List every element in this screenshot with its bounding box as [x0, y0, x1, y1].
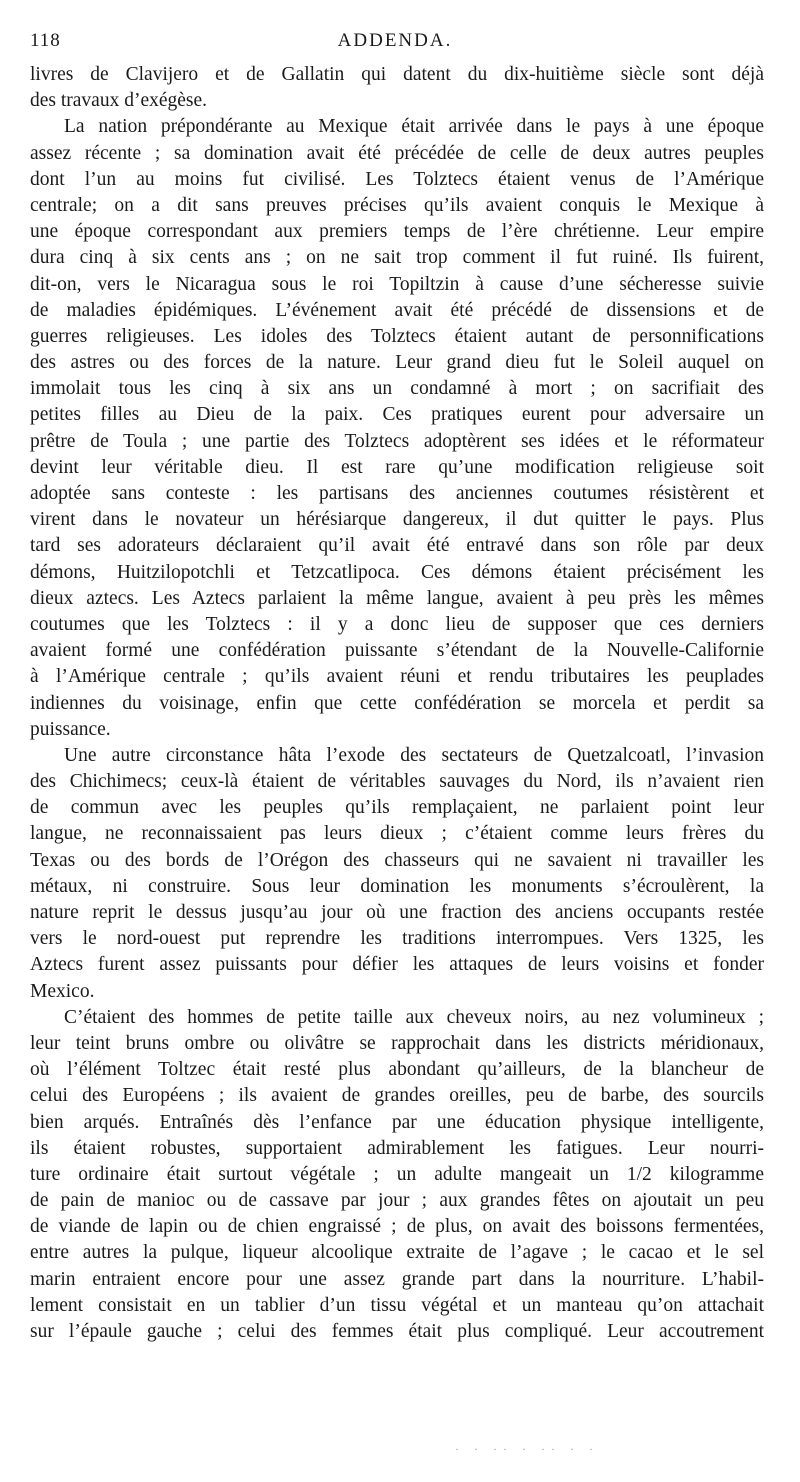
text-line: leur teint bruns ombre ou olivâtre se rapprochait dans les districts méridionaux,	[30, 1032, 764, 1054]
text-line: Mexico.	[30, 980, 95, 1002]
text-line: avaient formé une confédération puissante s’étendant de la Nouvelle-Californie	[30, 640, 764, 662]
text-line: entre autres la pulque, liqueur alcoolique extraite de l’agave ; le cacao et le sel	[30, 1242, 764, 1264]
running-head	[30, 30, 760, 58]
text-line: celui des Européens ; ils avaient de grandes oreilles, peu de barbe, des sourcils	[30, 1085, 764, 1107]
running-title: ADDENDA.	[337, 30, 453, 51]
text-line: des travaux d’exégèse.	[30, 90, 208, 112]
text-line: Une autre circonstance hâta l’exode des sectateurs de Quetzalcoatl, l’invasion	[64, 744, 764, 766]
text-line: puissance.	[30, 718, 111, 740]
text-line: assez récente ; sa domination avait été précédée de celle de deux autres peuples	[30, 142, 764, 164]
text-line: indiennes du voisinage, enfin que cette confédération se morcela et perdit sa	[30, 692, 764, 714]
text-line: métaux, ni construire. Sous leur domination les monuments s’écroulèrent, la	[30, 875, 764, 897]
paragraph	[30, 114, 764, 743]
text-line: guerres religieuses. Les idoles des Tolztecs étaient autant de personnifications	[30, 325, 764, 347]
text-line: coutumes que les Tolztecs : il y a donc lieu de supposer que ces derniers	[30, 613, 764, 635]
text-line: des astres ou des forces de la nature. Leur grand dieu fut le Soleil auquel on	[30, 352, 764, 374]
text-line: dieux aztecs. Les Aztecs parlaient la même langue, avaient à peu près les mêmes	[30, 587, 764, 609]
text-line: C’étaient des hommes de petite taille aux cheveux noirs, au nez volumineux ;	[64, 1006, 764, 1028]
text-line: sur l’épaule gauche ; celui des femmes était plus compliqué. Leur accoutrement	[30, 1321, 764, 1342]
text-line: marin entraient encore pour une assez grande part dans la nourriture. L’habil-	[30, 1268, 764, 1290]
text-line: centrale; on a dit sans preuves précises qu’ils avaient conquis le Mexique à	[30, 194, 764, 216]
paragraph	[30, 62, 764, 114]
text-line: ils étaient robustes, supportaient admirablement les fatigues. Leur nourri-	[30, 1137, 764, 1159]
body-text	[30, 62, 764, 1345]
text-line: petites filles au Dieu de la paix. Ces pratiques eurent pour adversaire un	[30, 404, 764, 426]
text-line: La nation prépondérante au Mexique était arrivée dans le pays à une époque	[64, 116, 764, 138]
text-line: nature reprit le dessus jusqu’au jour où une fraction des anciens occupants restée	[30, 902, 764, 923]
page-number: 118	[30, 30, 61, 51]
text-line: dont l’un au moins fut civilisé. Les Tolztecs étaient venus de l’Amérique	[30, 168, 764, 190]
text-line: des Chichimecs; ceux-là étaient de véritables sauvages du Nord, ils n’avaient rien	[30, 771, 764, 793]
paragraph	[30, 1005, 764, 1345]
text-line: dura cinq à six cents ans ; on ne sait trop comment il fut ruiné. Ils fuirent,	[30, 247, 764, 269]
text-line: immolait tous les cinq à six ans un condamné à mort ; on sacrifiait des	[30, 378, 764, 400]
text-line: de viande de lapin ou de chien engraissé ; de plus, on avait des boissons fermentées,	[30, 1216, 764, 1238]
text-line: virent dans le novateur un hérésiarque dangereux, il dut quitter le pays. Plus	[30, 509, 764, 531]
text-line: vers le nord-ouest put reprendre les traditions interrompues. Vers 1325, les	[30, 928, 764, 950]
text-line: tard ses adorateurs déclaraient qu’il avait été entravé dans son rôle par deux	[30, 535, 764, 557]
text-line: bien arqués. Entraînés dès l’enfance par une éducation physique intelligente,	[30, 1111, 764, 1133]
text-line: de pain de manioc ou de cassave par jour ; aux grandes fêtes on ajoutait un peu	[30, 1190, 764, 1212]
paragraph	[30, 743, 764, 1005]
text-line: lement consistait en un tablier d’un tissu végétal et un manteau qu’on attachait	[30, 1294, 764, 1316]
text-line: Texas ou des bords de l’Orégon des chasseurs qui ne savaient ni travailler les	[30, 849, 764, 871]
text-line: une époque correspondant aux premiers temps de l’ère chrétienne. Leur empire	[30, 221, 764, 243]
text-line: adoptée sans conteste : les partisans des anciennes coutumes résistèrent et	[30, 483, 764, 504]
text-line: dit-on, vers le Nicaragua sous le roi Topiltzin à cause d’une sécheresse suivie	[30, 273, 764, 295]
text-line: démons, Huitzilopotchli et Tetzcatlipoca. Ces démons étaient précisément les	[30, 561, 764, 583]
text-line: à l’Amérique centrale ; qu’ils avaient réuni et rendu tributaires les peuplades	[30, 666, 764, 688]
text-line: livres de Clavijero et de Gallatin qui datent du dix-huitième siècle sont déjà	[30, 64, 764, 85]
page-edge-specks: · · ·· · ·· · ·	[455, 1442, 599, 1456]
text-line: devint leur véritable dieu. Il est rare qu’une modification religieuse soit	[30, 456, 764, 478]
text-line: ture ordinaire était surtout végétale ; un adulte mangeait un 1/2 kilogramme	[30, 1163, 764, 1185]
text-line: langue, ne reconnaissaient pas leurs dieux ; c’étaient comme leurs frères du	[30, 823, 764, 845]
text-line: Aztecs furent assez puissants pour défier les attaques de leurs voisins et fonder	[30, 954, 764, 976]
text-line: de maladies épidémiques. L’événement avait été précédé de dissensions et de	[30, 299, 764, 321]
text-line: de commun avec les peuples qu’ils remplaçaient, ne parlaient point leur	[30, 797, 764, 819]
text-line: prêtre de Toula ; une partie des Tolztecs adoptèrent ses idées et le réformateur	[30, 430, 764, 452]
text-line: où l’élément Toltzec était resté plus abondant qu’ailleurs, de la blancheur de	[30, 1059, 764, 1081]
